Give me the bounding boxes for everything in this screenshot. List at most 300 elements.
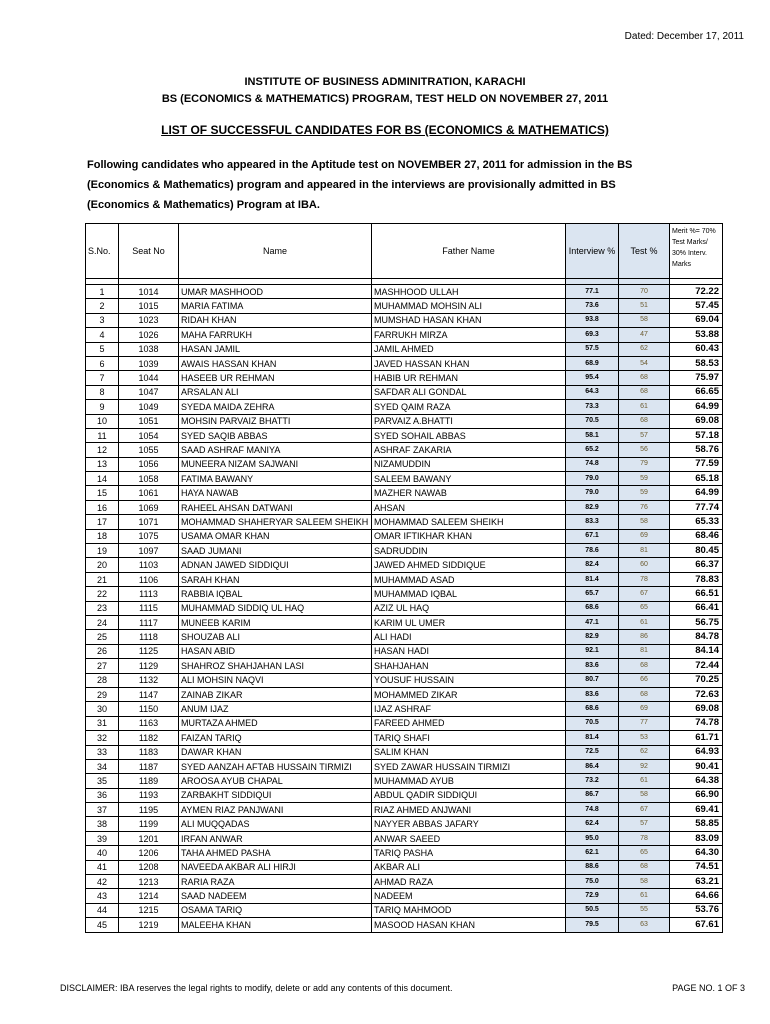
cell-interview: 73.6 bbox=[566, 299, 619, 313]
cell-name: AYMEN RIAZ PANJWANI bbox=[179, 803, 372, 817]
cell-test: 78 bbox=[619, 831, 670, 845]
cell-merit: 65.18 bbox=[670, 472, 723, 486]
cell-father-name: SADRUDDIN bbox=[372, 544, 566, 558]
cell-test: 68 bbox=[619, 860, 670, 874]
header-father-name: Father Name bbox=[372, 224, 566, 279]
cell-test: 47 bbox=[619, 328, 670, 342]
table-body bbox=[86, 279, 723, 933]
cell-sno: 20 bbox=[86, 558, 119, 572]
cell-merit: 83.09 bbox=[670, 831, 723, 845]
cell-father-name: FAREED AHMED bbox=[372, 716, 566, 730]
cell-father-name: NADEEM bbox=[372, 889, 566, 903]
cell-name: USAMA OMAR KHAN bbox=[179, 529, 372, 543]
table-row bbox=[86, 659, 723, 673]
table-header-row bbox=[86, 224, 723, 279]
cell-father-name: AKBAR ALI bbox=[372, 860, 566, 874]
cell-seat-no: 1147 bbox=[119, 687, 179, 701]
cell-test: 92 bbox=[619, 759, 670, 773]
table-row bbox=[86, 702, 723, 716]
cell-name: UMAR MASHHOOD bbox=[179, 285, 372, 299]
cell-merit: 57.45 bbox=[670, 299, 723, 313]
cell-test: 77 bbox=[619, 716, 670, 730]
disclaimer: DISCLAIMER: IBA reserves the legal rights to modify, delete or add any contents of this document. bbox=[60, 983, 453, 993]
cell-interview: 86.4 bbox=[566, 759, 619, 773]
cell-seat-no: 1075 bbox=[119, 529, 179, 543]
cell-sno: 12 bbox=[86, 443, 119, 457]
cell-name: RARIA RAZA bbox=[179, 875, 372, 889]
table-row bbox=[86, 486, 723, 500]
cell-test: 68 bbox=[619, 414, 670, 428]
table-row bbox=[86, 903, 723, 917]
cell-sno: 27 bbox=[86, 659, 119, 673]
table-row bbox=[86, 544, 723, 558]
cell-test: 63 bbox=[619, 918, 670, 932]
table-row bbox=[86, 731, 723, 745]
table-row bbox=[86, 831, 723, 845]
page-number: PAGE NO. 1 OF 3 bbox=[672, 983, 745, 993]
header-test: Test % bbox=[619, 224, 670, 279]
cell-father-name: TARIQ MAHMOOD bbox=[372, 903, 566, 917]
cell-merit: 78.83 bbox=[670, 572, 723, 586]
cell-name: MUHAMMAD SIDDIQ UL HAQ bbox=[179, 601, 372, 615]
cell-interview: 47.1 bbox=[566, 615, 619, 629]
cell-name: MARIA FATIMA bbox=[179, 299, 372, 313]
cell-interview: 82.4 bbox=[566, 558, 619, 572]
cell-name: AROOSA AYUB CHAPAL bbox=[179, 774, 372, 788]
cell-sno: 1 bbox=[86, 285, 119, 299]
cell-father-name: ASHRAF ZAKARIA bbox=[372, 443, 566, 457]
cell-father-name: RIAZ AHMED ANJWANI bbox=[372, 803, 566, 817]
cell-merit: 77.59 bbox=[670, 457, 723, 471]
cell-merit: 72.63 bbox=[670, 687, 723, 701]
cell-name: MALEEHA KHAN bbox=[179, 918, 372, 932]
cell-seat-no: 1132 bbox=[119, 673, 179, 687]
cell-name: TAHA AHMED PASHA bbox=[179, 846, 372, 860]
cell-sno: 14 bbox=[86, 472, 119, 486]
cell-seat-no: 1047 bbox=[119, 385, 179, 399]
cell-father-name: ALI HADI bbox=[372, 630, 566, 644]
cell-test: 86 bbox=[619, 630, 670, 644]
cell-father-name: SAFDAR ALI GONDAL bbox=[372, 385, 566, 399]
cell-seat-no: 1206 bbox=[119, 846, 179, 860]
table-row bbox=[86, 803, 723, 817]
cell-father-name: AHMAD RAZA bbox=[372, 875, 566, 889]
cell-seat-no: 1219 bbox=[119, 918, 179, 932]
cell-test: 78 bbox=[619, 572, 670, 586]
cell-test: 53 bbox=[619, 731, 670, 745]
cell-name: NAVEEDA AKBAR ALI HIRJI bbox=[179, 860, 372, 874]
cell-name: SARAH KHAN bbox=[179, 572, 372, 586]
cell-father-name: JAVED HASSAN KHAN bbox=[372, 356, 566, 370]
cell-merit: 57.18 bbox=[670, 428, 723, 442]
cell-interview: 73.3 bbox=[566, 400, 619, 414]
cell-interview: 74.8 bbox=[566, 803, 619, 817]
cell-merit: 84.14 bbox=[670, 644, 723, 658]
cell-interview: 79.0 bbox=[566, 472, 619, 486]
cell-interview: 95.4 bbox=[566, 371, 619, 385]
cell-interview: 65.7 bbox=[566, 587, 619, 601]
table-row bbox=[86, 745, 723, 759]
cell-seat-no: 1214 bbox=[119, 889, 179, 903]
cell-father-name: JAWED AHMED SIDDIQUE bbox=[372, 558, 566, 572]
cell-name: ALI MUQQADAS bbox=[179, 817, 372, 831]
cell-sno: 34 bbox=[86, 759, 119, 773]
cell-interview: 68.9 bbox=[566, 356, 619, 370]
cell-test: 68 bbox=[619, 385, 670, 399]
table-row bbox=[86, 414, 723, 428]
cell-test: 68 bbox=[619, 687, 670, 701]
table-row bbox=[86, 515, 723, 529]
cell-name: HASEEB UR REHMAN bbox=[179, 371, 372, 385]
cell-sno: 10 bbox=[86, 414, 119, 428]
cell-father-name: SALEEM BAWANY bbox=[372, 472, 566, 486]
cell-interview: 50.5 bbox=[566, 903, 619, 917]
table-row bbox=[86, 428, 723, 442]
cell-sno: 31 bbox=[86, 716, 119, 730]
cell-test: 67 bbox=[619, 803, 670, 817]
cell-father-name: ANWAR SAEED bbox=[372, 831, 566, 845]
cell-seat-no: 1187 bbox=[119, 759, 179, 773]
cell-merit: 68.46 bbox=[670, 529, 723, 543]
cell-seat-no: 1026 bbox=[119, 328, 179, 342]
table-row bbox=[86, 443, 723, 457]
cell-seat-no: 1199 bbox=[119, 817, 179, 831]
cell-interview: 80.7 bbox=[566, 673, 619, 687]
cell-father-name: TARIQ PASHA bbox=[372, 846, 566, 860]
cell-seat-no: 1213 bbox=[119, 875, 179, 889]
cell-sno: 32 bbox=[86, 731, 119, 745]
cell-merit: 58.85 bbox=[670, 817, 723, 831]
table-row bbox=[86, 500, 723, 514]
cell-seat-no: 1049 bbox=[119, 400, 179, 414]
cell-merit: 58.53 bbox=[670, 356, 723, 370]
cell-interview: 57.5 bbox=[566, 342, 619, 356]
cell-father-name: SYED QAIM RAZA bbox=[372, 400, 566, 414]
cell-merit: 90.41 bbox=[670, 759, 723, 773]
cell-father-name: SYED SOHAIL ABBAS bbox=[372, 428, 566, 442]
cell-name: SAAD ASHRAF MANIYA bbox=[179, 443, 372, 457]
cell-interview: 64.3 bbox=[566, 385, 619, 399]
cell-name: ZAINAB ZIKAR bbox=[179, 687, 372, 701]
cell-interview: 78.6 bbox=[566, 544, 619, 558]
cell-name: SHOUZAB ALI bbox=[179, 630, 372, 644]
cell-merit: 65.33 bbox=[670, 515, 723, 529]
table-row bbox=[86, 457, 723, 471]
table-row bbox=[86, 558, 723, 572]
table-row bbox=[86, 299, 723, 313]
cell-test: 70 bbox=[619, 285, 670, 299]
cell-interview: 83.6 bbox=[566, 687, 619, 701]
header-name: Name bbox=[179, 224, 372, 279]
cell-sno: 4 bbox=[86, 328, 119, 342]
cell-name: IRFAN ANWAR bbox=[179, 831, 372, 845]
table-row bbox=[86, 687, 723, 701]
cell-seat-no: 1106 bbox=[119, 572, 179, 586]
cell-name: ADNAN JAWED SIDDIQUI bbox=[179, 558, 372, 572]
cell-interview: 83.6 bbox=[566, 659, 619, 673]
cell-sno: 33 bbox=[86, 745, 119, 759]
cell-name: DAWAR KHAN bbox=[179, 745, 372, 759]
cell-sno: 29 bbox=[86, 687, 119, 701]
cell-interview: 70.5 bbox=[566, 716, 619, 730]
cell-seat-no: 1183 bbox=[119, 745, 179, 759]
cell-seat-no: 1097 bbox=[119, 544, 179, 558]
cell-seat-no: 1103 bbox=[119, 558, 179, 572]
cell-merit: 64.30 bbox=[670, 846, 723, 860]
cell-sno: 2 bbox=[86, 299, 119, 313]
cell-test: 68 bbox=[619, 371, 670, 385]
cell-seat-no: 1215 bbox=[119, 903, 179, 917]
cell-seat-no: 1113 bbox=[119, 587, 179, 601]
cell-sno: 28 bbox=[86, 673, 119, 687]
cell-interview: 68.6 bbox=[566, 601, 619, 615]
cell-sno: 35 bbox=[86, 774, 119, 788]
cell-test: 69 bbox=[619, 529, 670, 543]
cell-sno: 6 bbox=[86, 356, 119, 370]
cell-father-name: MASHHOOD ULLAH bbox=[372, 285, 566, 299]
cell-interview: 79.0 bbox=[566, 486, 619, 500]
cell-merit: 53.76 bbox=[670, 903, 723, 917]
cell-test: 69 bbox=[619, 702, 670, 716]
cell-test: 62 bbox=[619, 745, 670, 759]
cell-father-name: AZIZ UL HAQ bbox=[372, 601, 566, 615]
table-row bbox=[86, 285, 723, 299]
table-row bbox=[86, 572, 723, 586]
header-interview: Interview % bbox=[566, 224, 619, 279]
cell-sno: 44 bbox=[86, 903, 119, 917]
cell-seat-no: 1182 bbox=[119, 731, 179, 745]
cell-merit: 66.65 bbox=[670, 385, 723, 399]
cell-father-name: KARIM UL UMER bbox=[372, 615, 566, 629]
table-row bbox=[86, 472, 723, 486]
cell-name: SYED SAQIB ABBAS bbox=[179, 428, 372, 442]
cell-test: 61 bbox=[619, 400, 670, 414]
cell-test: 59 bbox=[619, 486, 670, 500]
cell-name: SAAD JUMANI bbox=[179, 544, 372, 558]
cell-test: 79 bbox=[619, 457, 670, 471]
cell-test: 65 bbox=[619, 846, 670, 860]
table-row bbox=[86, 529, 723, 543]
table-row bbox=[86, 400, 723, 414]
cell-father-name: PARVAIZ A.BHATTI bbox=[372, 414, 566, 428]
cell-merit: 60.43 bbox=[670, 342, 723, 356]
cell-seat-no: 1125 bbox=[119, 644, 179, 658]
table-row bbox=[86, 371, 723, 385]
cell-sno: 23 bbox=[86, 601, 119, 615]
cell-father-name: JAMIL AHMED bbox=[372, 342, 566, 356]
cell-sno: 26 bbox=[86, 644, 119, 658]
table-row bbox=[86, 615, 723, 629]
cell-sno: 19 bbox=[86, 544, 119, 558]
header-block bbox=[0, 74, 770, 108]
cell-sno: 25 bbox=[86, 630, 119, 644]
cell-merit: 53.88 bbox=[670, 328, 723, 342]
cell-merit: 56.75 bbox=[670, 615, 723, 629]
cell-seat-no: 1023 bbox=[119, 313, 179, 327]
cell-father-name: NIZAMUDDIN bbox=[372, 457, 566, 471]
cell-merit: 70.25 bbox=[670, 673, 723, 687]
cell-interview: 92.1 bbox=[566, 644, 619, 658]
table-row bbox=[86, 313, 723, 327]
cell-sno: 36 bbox=[86, 788, 119, 802]
cell-interview: 65.2 bbox=[566, 443, 619, 457]
cell-interview: 67.1 bbox=[566, 529, 619, 543]
cell-interview: 68.6 bbox=[566, 702, 619, 716]
table-row bbox=[86, 356, 723, 370]
cell-father-name: AHSAN bbox=[372, 500, 566, 514]
cell-sno: 8 bbox=[86, 385, 119, 399]
cell-father-name: MOHAMMED ZIKAR bbox=[372, 687, 566, 701]
cell-test: 58 bbox=[619, 875, 670, 889]
intro-paragraph: Following candidates who appeared in the Aptitude test on NOVEMBER 27, 2011 for admission in the BS (Economics & Mathematics) program and appeared in the interviews are provisionally admitted in BS (Economics & Mathematics) Program at IBA. bbox=[87, 159, 633, 211]
cell-sno: 18 bbox=[86, 529, 119, 543]
cell-seat-no: 1118 bbox=[119, 630, 179, 644]
cell-seat-no: 1193 bbox=[119, 788, 179, 802]
cell-merit: 66.90 bbox=[670, 788, 723, 802]
cell-test: 81 bbox=[619, 644, 670, 658]
cell-seat-no: 1150 bbox=[119, 702, 179, 716]
cell-interview: 81.4 bbox=[566, 572, 619, 586]
cell-name: RAHEEL AHSAN DATWANI bbox=[179, 500, 372, 514]
cell-merit: 74.51 bbox=[670, 860, 723, 874]
header-merit: Merit %= 70% Test Marks/ 30% Interv. Marks bbox=[670, 224, 723, 279]
cell-interview: 81.4 bbox=[566, 731, 619, 745]
table-row bbox=[86, 342, 723, 356]
cell-father-name: SYED ZAWAR HUSSAIN TIRMIZI bbox=[372, 759, 566, 773]
cell-sno: 7 bbox=[86, 371, 119, 385]
cell-sno: 40 bbox=[86, 846, 119, 860]
cell-interview: 77.1 bbox=[566, 285, 619, 299]
cell-seat-no: 1163 bbox=[119, 716, 179, 730]
cell-interview: 72.5 bbox=[566, 745, 619, 759]
cell-seat-no: 1189 bbox=[119, 774, 179, 788]
cell-name: MAHA FARRUKH bbox=[179, 328, 372, 342]
cell-father-name: MUHAMMAD MOHSIN ALI bbox=[372, 299, 566, 313]
cell-name: SYEDA MAIDA ZEHRA bbox=[179, 400, 372, 414]
cell-test: 62 bbox=[619, 342, 670, 356]
cell-merit: 72.22 bbox=[670, 285, 723, 299]
cell-sno: 17 bbox=[86, 515, 119, 529]
table-row bbox=[86, 774, 723, 788]
cell-seat-no: 1058 bbox=[119, 472, 179, 486]
cell-interview: 74.8 bbox=[566, 457, 619, 471]
cell-sno: 3 bbox=[86, 313, 119, 327]
cell-sno: 45 bbox=[86, 918, 119, 932]
cell-interview: 69.3 bbox=[566, 328, 619, 342]
cell-test: 60 bbox=[619, 558, 670, 572]
cell-interview: 86.7 bbox=[566, 788, 619, 802]
cell-merit: 75.97 bbox=[670, 371, 723, 385]
table-row bbox=[86, 788, 723, 802]
cell-father-name: HASAN HADI bbox=[372, 644, 566, 658]
cell-father-name: MUHAMMAD IQBAL bbox=[372, 587, 566, 601]
cell-merit: 74.78 bbox=[670, 716, 723, 730]
cell-name: RABBIA IQBAL bbox=[179, 587, 372, 601]
cell-father-name: OMAR IFTIKHAR KHAN bbox=[372, 529, 566, 543]
cell-seat-no: 1195 bbox=[119, 803, 179, 817]
cell-interview: 82.9 bbox=[566, 500, 619, 514]
cell-merit: 69.41 bbox=[670, 803, 723, 817]
cell-seat-no: 1061 bbox=[119, 486, 179, 500]
cell-name: HASAN JAMIL bbox=[179, 342, 372, 356]
cell-interview: 72.9 bbox=[566, 889, 619, 903]
cell-merit: 64.93 bbox=[670, 745, 723, 759]
table-row bbox=[86, 328, 723, 342]
cell-name: FATIMA BAWANY bbox=[179, 472, 372, 486]
cell-sno: 30 bbox=[86, 702, 119, 716]
cell-seat-no: 1069 bbox=[119, 500, 179, 514]
cell-name: MUNEEB KARIM bbox=[179, 615, 372, 629]
candidates-table bbox=[85, 223, 723, 933]
cell-sno: 37 bbox=[86, 803, 119, 817]
cell-name: FAIZAN TARIQ bbox=[179, 731, 372, 745]
cell-seat-no: 1208 bbox=[119, 860, 179, 874]
cell-interview: 70.5 bbox=[566, 414, 619, 428]
cell-seat-no: 1115 bbox=[119, 601, 179, 615]
cell-father-name: HABIB UR REHMAN bbox=[372, 371, 566, 385]
cell-interview: 58.1 bbox=[566, 428, 619, 442]
cell-name: HASAN ABID bbox=[179, 644, 372, 658]
cell-interview: 62.1 bbox=[566, 846, 619, 860]
cell-test: 51 bbox=[619, 299, 670, 313]
cell-seat-no: 1051 bbox=[119, 414, 179, 428]
cell-merit: 84.78 bbox=[670, 630, 723, 644]
cell-father-name: SHAHJAHAN bbox=[372, 659, 566, 673]
cell-interview: 83.3 bbox=[566, 515, 619, 529]
cell-merit: 66.37 bbox=[670, 558, 723, 572]
cell-test: 54 bbox=[619, 356, 670, 370]
table-row bbox=[86, 673, 723, 687]
cell-merit: 69.08 bbox=[670, 414, 723, 428]
date-label: Dated: December 17, 2011 bbox=[624, 31, 744, 42]
cell-merit: 66.41 bbox=[670, 601, 723, 615]
cell-test: 57 bbox=[619, 428, 670, 442]
table-row bbox=[86, 716, 723, 730]
cell-sno: 15 bbox=[86, 486, 119, 500]
cell-merit: 69.04 bbox=[670, 313, 723, 327]
cell-name: SAAD NADEEM bbox=[179, 889, 372, 903]
cell-name: MOHAMMAD SHAHERYAR SALEEM SHEIKH bbox=[179, 515, 372, 529]
cell-name: MUNEERA NIZAM SAJWANI bbox=[179, 457, 372, 471]
cell-test: 65 bbox=[619, 601, 670, 615]
table-row bbox=[86, 918, 723, 932]
cell-father-name: MASOOD HASAN KHAN bbox=[372, 918, 566, 932]
table-row bbox=[86, 630, 723, 644]
cell-merit: 64.38 bbox=[670, 774, 723, 788]
cell-sno: 5 bbox=[86, 342, 119, 356]
cell-name: SYED AANZAH AFTAB HUSSAIN TIRMIZI bbox=[179, 759, 372, 773]
list-title: LIST OF SUCCESSFUL CANDIDATES FOR BS (ECONOMICS & MATHEMATICS) bbox=[161, 123, 609, 137]
cell-seat-no: 1014 bbox=[119, 285, 179, 299]
cell-seat-no: 1129 bbox=[119, 659, 179, 673]
table-row bbox=[86, 860, 723, 874]
cell-test: 76 bbox=[619, 500, 670, 514]
table-row bbox=[86, 644, 723, 658]
table-row bbox=[86, 846, 723, 860]
cell-interview: 79.5 bbox=[566, 918, 619, 932]
cell-interview: 95.0 bbox=[566, 831, 619, 845]
cell-name: MURTAZA AHMED bbox=[179, 716, 372, 730]
cell-sno: 22 bbox=[86, 587, 119, 601]
cell-merit: 72.44 bbox=[670, 659, 723, 673]
cell-merit: 80.45 bbox=[670, 544, 723, 558]
cell-name: SHAHROZ SHAHJAHAN LASI bbox=[179, 659, 372, 673]
table-row bbox=[86, 817, 723, 831]
cell-test: 56 bbox=[619, 443, 670, 457]
cell-interview: 75.0 bbox=[566, 875, 619, 889]
cell-father-name: FARRUKH MIRZA bbox=[372, 328, 566, 342]
cell-interview: 62.4 bbox=[566, 817, 619, 831]
